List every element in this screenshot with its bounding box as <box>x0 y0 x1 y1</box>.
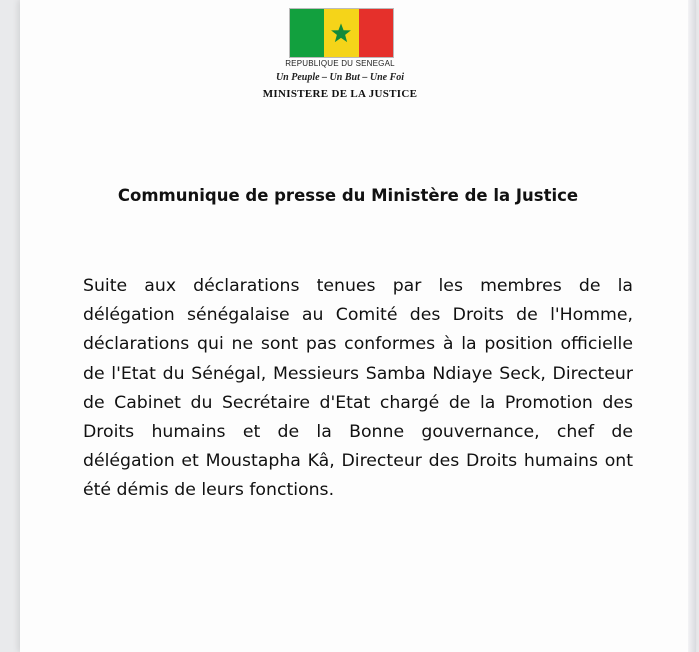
press-release-body: Suite aux déclarations tenues par les membres de la délégation sénégalaise au Comité des Droits de l'Homme, déclarations qui ne sont pas conformes à la position officielle de l'Etat du Sénégal, Messieurs Samba Ndiaye Seck, Directeur de Cabinet du Secrétaire d'Etat chargé de la Promotion des Droits humains et de la Bonne gouvernance, chef de délégation et Moustapha Kâ, Directeur des Droits humains ont été démis de leurs fonctions. <box>83 276 633 501</box>
flag-band-red <box>359 9 393 57</box>
star-icon <box>330 22 352 44</box>
senegal-flag-icon <box>289 8 394 58</box>
flag-band-green <box>290 9 324 57</box>
republic-label: REPUBLIQUE DU SENEGAL <box>285 59 395 68</box>
flag-band-yellow <box>324 9 358 57</box>
star-shape <box>332 23 352 42</box>
page-edge-shadow <box>688 0 696 652</box>
document-page <box>20 0 696 652</box>
national-motto: Un Peuple – Un But – Une Foi <box>275 72 405 83</box>
press-release-title: Communique de presse du Ministère de la Justice <box>117 186 579 205</box>
ministry-name: MINISTERE DE LA JUSTICE <box>262 88 418 100</box>
